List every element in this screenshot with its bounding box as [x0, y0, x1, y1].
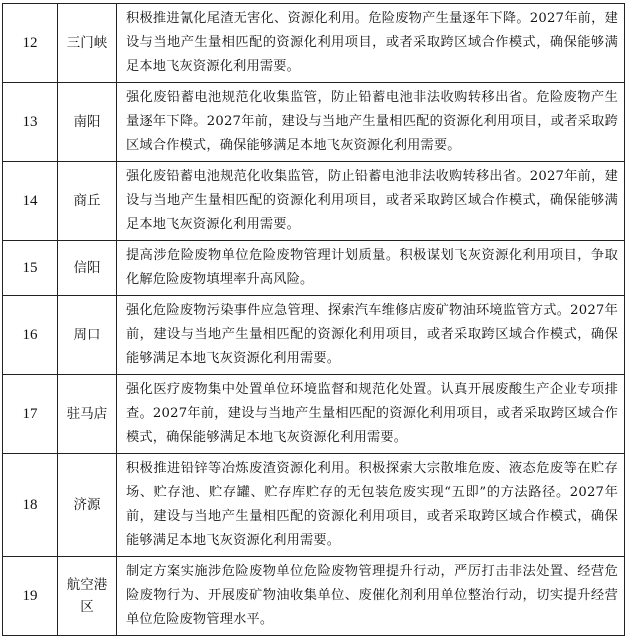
- city-name: 南阳: [58, 83, 117, 162]
- row-number: 15: [3, 241, 58, 296]
- city-name: 信阳: [58, 241, 117, 296]
- measure-text: 强化废铅蓄电池规范化收集监管，防止铅蓄电池非法收购转移出省。2027年前，建设与当地产生量相匹配的资源化利用项目，或者采取跨区域合作模式，确保能够满足本地飞灰资源化利用需要。: [117, 162, 625, 241]
- city-name: 三门峡: [58, 4, 117, 83]
- row-number: 18: [3, 454, 58, 557]
- measure-text: 提高涉危险废物单位危险废物管理计划质量。积极谋划飞灰资源化利用项目，争取化解危险废物填埋率升高风险。: [117, 241, 625, 296]
- row-number: 17: [3, 375, 58, 454]
- table-row: [3, 296, 625, 375]
- row-number: 14: [3, 162, 58, 241]
- city-name: 驻马店: [58, 375, 117, 454]
- row-number: 19: [3, 557, 58, 636]
- city-name: 济源: [58, 454, 117, 557]
- row-number: 12: [3, 4, 58, 83]
- table-row: [3, 375, 625, 454]
- measure-text: 强化危险废物污染事件应急管理、探索汽车维修店废矿物油环境监管方式。2027年前，建设与当地产生量相匹配的资源化利用项目，或者采取跨区域合作模式，确保能够满足本地飞灰资源化利用需要。: [117, 296, 625, 375]
- table-row: [3, 241, 625, 296]
- city-name: 商丘: [58, 162, 117, 241]
- table-row: [3, 454, 625, 557]
- measure-text: 制定方案实施涉危险废物单位危险废物管理提升行动，严厉打击非法处置、经营危险废物行为、开展废矿物油收集单位、废催化剂利用单位整治行动，切实提升经营单位危险废物管理水平。: [117, 557, 625, 636]
- table-row: [3, 162, 625, 241]
- policy-table: [2, 3, 625, 636]
- measure-text: 强化医疗废物集中处置单位环境监督和规范化处置。认真开展废酸生产企业专项排查。2027年前，建设与当地产生量相匹配的资源化利用项目，或者采取跨区域合作模式，确保能够满足本地飞灰资源化利用需要。: [117, 375, 625, 454]
- measure-text: 积极推进铅锌等冶炼废渣资源化利用。积极探索大宗散堆危废、液态危废等在贮存场、贮存池、贮存罐、贮存库贮存的无包装危废实现“五即”的方法路径。2027年前，建设与当地产生量相匹配的资源化利用项目，或者采取跨区域合作模式，确保能够满足本地飞灰资源化利用需要。: [117, 454, 625, 557]
- table-row: [3, 83, 625, 162]
- city-name: 航空港区: [58, 557, 117, 636]
- measure-text: 强化废铅蓄电池规范化收集监管，防止铅蓄电池非法收购转移出省。危险废物产生量逐年下降。2027年前，建设与当地产生量相匹配的资源化利用项目，或者采取跨区域合作模式，确保能够满足本地飞灰资源化利用需要。: [117, 83, 625, 162]
- measure-text: 积极推进氰化尾渣无害化、资源化利用。危险废物产生量逐年下降。2027年前，建设与当地产生量相匹配的资源化利用项目，或者采取跨区域合作模式，确保能够满足本地飞灰资源化利用需要。: [117, 4, 625, 83]
- row-number: 13: [3, 83, 58, 162]
- table-row: [3, 4, 625, 83]
- table-row: [3, 557, 625, 636]
- row-number: 16: [3, 296, 58, 375]
- city-name: 周口: [58, 296, 117, 375]
